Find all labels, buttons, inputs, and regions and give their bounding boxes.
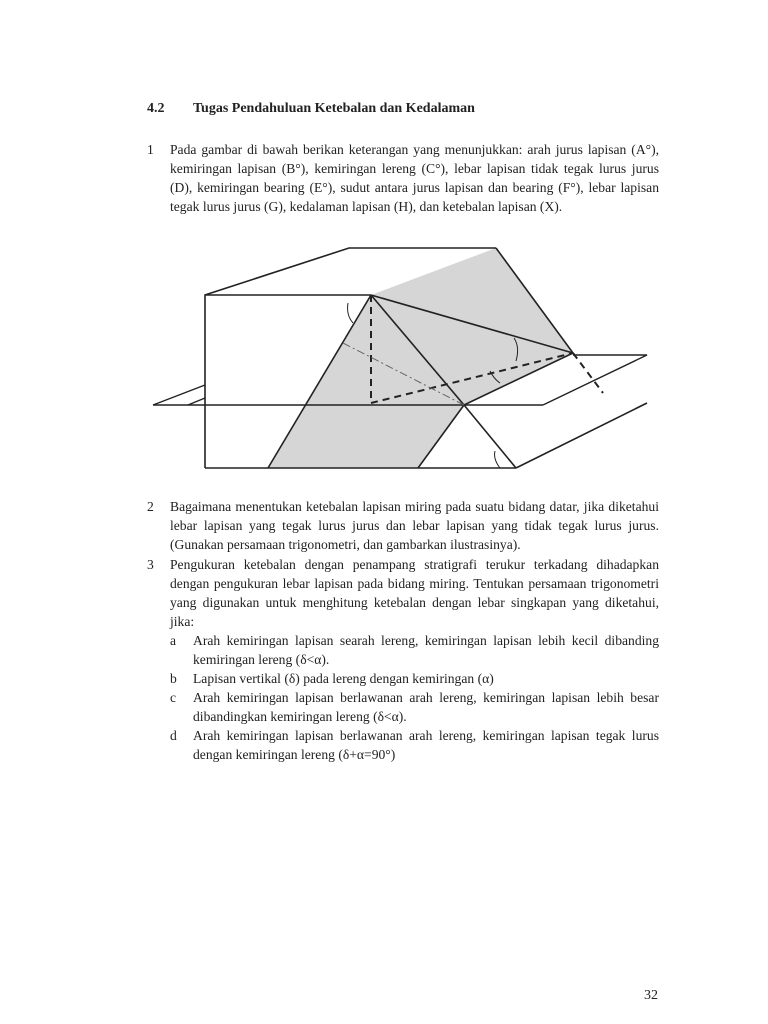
sub-item-label: b: [170, 671, 177, 686]
question-number: 3: [147, 557, 154, 572]
sub-item-a: [170, 631, 659, 669]
question-text: Pada gambar di bawah berikan keterangan yang menunjukkan: arah jurus lapisan (A°), kemiringan lapisan (B°), kemiringan lereng (C°), lebar lapisan tidak tegak lurus jurus (D), kemiringan bearing (E°), sudut antara jurus lapisan dan bearing (F°), lebar lapisan tegak lurus jurus (G), kedalaman lapisan (H), dan ketebalan lapisan (X).: [170, 142, 659, 214]
sub-item-b: [170, 669, 659, 688]
horizontal-plane: [188, 398, 205, 405]
sub-item-text: Arah kemiringan lapisan searah lereng, kemiringan lapisan lebih kecil dibanding kemiringan lereng (δ<α).: [193, 633, 659, 667]
sub-item-label: c: [170, 690, 177, 705]
block-diagram-figure: [148, 243, 658, 478]
section-title: Tugas Pendahuluan Ketebalan dan Kedalaman: [193, 101, 475, 116]
page-number: 32: [644, 988, 658, 1003]
block-right-bottom-edge: [516, 403, 647, 468]
sub-item-label: a: [170, 633, 177, 648]
question-number: 2: [147, 499, 154, 514]
sub-item-text: Arah kemiringan lapisan berlawanan arah lereng, kemiringan lapisan tegak lurus dengan kemiringan lereng (δ+α=90°): [193, 728, 659, 762]
question-text: Bagaimana menentukan ketebalan lapisan miring pada suatu bidang datar, jika diketahui lebar lapisan yang tegak lurus jurus dan lebar lapisan yang tidak tegak lurus jurus. (Gunakan persamaan trigonometri, dan gambarkan ilustrasinya).: [170, 499, 659, 552]
angle-arc-3: [495, 451, 500, 468]
horizontal-plane-left: [153, 385, 205, 405]
question-3: [147, 555, 659, 764]
layer-edge-4: [464, 405, 516, 468]
question-2: [147, 497, 659, 554]
horizontal-plane-right: [543, 355, 647, 405]
section-heading: [147, 101, 475, 117]
sub-item-text: Lapisan vertikal (δ) pada lereng dengan kemiringan (α): [193, 671, 494, 686]
question-text: Pengukuran ketebalan dengan penampang stratigrafi terukur terkadang dihadapkan dengan pengukuran lebar lapisan pada bidang miring. Tentukan persamaan trigonometri yang digunakan untuk menghitung ketebalan dengan lebar singkapan yang diketahui, jika:: [170, 557, 659, 629]
sub-item-d: [170, 726, 659, 764]
lower-dashed-line: [573, 353, 603, 393]
question-1: [147, 140, 659, 216]
sub-item-c: [170, 688, 659, 726]
angle-arc-1: [348, 303, 353, 323]
question-number: 1: [147, 142, 154, 157]
sub-item-text: Arah kemiringan lapisan berlawanan arah lereng, kemiringan lapisan lebih besar dibandingkan kemiringan lereng (δ<α).: [193, 690, 659, 724]
section-number: 4.2: [147, 101, 165, 116]
sub-item-label: d: [170, 728, 177, 743]
